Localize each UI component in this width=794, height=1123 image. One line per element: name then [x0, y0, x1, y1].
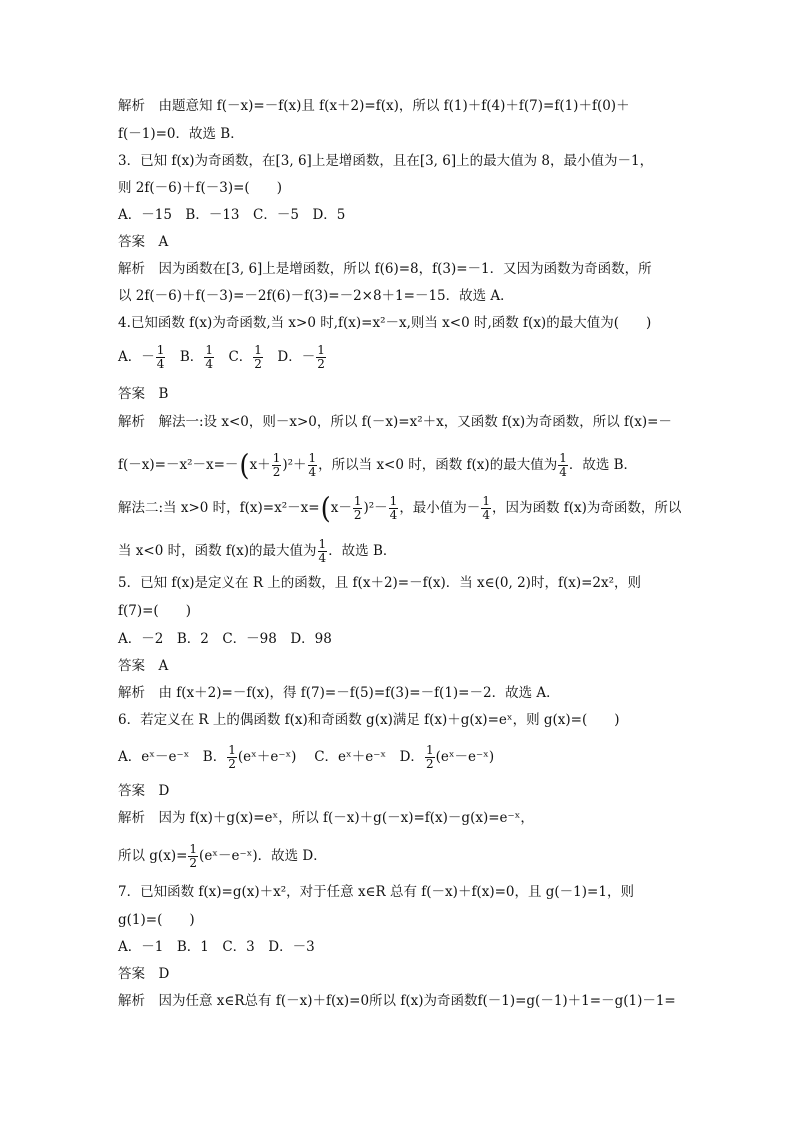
text-line: 解析 由题意知 f(－x)=－f(x)且 f(x＋2)=f(x)，所以 f(1)＋f(4)＋f(7)=f(1)＋f(0)＋: [118, 98, 630, 114]
fraction: $\frac{1}{4}$: [318, 537, 327, 565]
text-line: 所以 g(x)= $\frac{1}{2}$ (eˣ－e⁻ˣ)．故选 D．: [118, 842, 327, 870]
fraction: $\frac{1}{4}$: [156, 343, 165, 371]
answer-3: 答案 A: [118, 234, 169, 250]
answer-5: 答案 A: [118, 658, 169, 674]
answer-6: 答案 D: [118, 783, 170, 799]
fraction: $\frac{1}{4}$: [482, 494, 490, 522]
analysis-6: 解析 因为 f(x)＋g(x)=eˣ，所以 f(－x)＋g(－x)=f(x)－g(x)=e⁻ˣ，: [118, 810, 534, 826]
fraction: $\frac{1}{4}$: [559, 451, 567, 479]
fraction: $\frac{1}{2}$: [272, 451, 281, 479]
answer-7: 答案 D: [118, 966, 170, 982]
text-line: 以 2f(－6)＋f(－3)=－2f(6)－f(3)=－2×8＋1=－15．故选 A．: [118, 288, 514, 304]
question-7: 7．已知函数 f(x)=g(x)＋x²，对于任意 x∈R 总有 f(－x)＋f(x)=0，且 g(－1)=1，则: [118, 884, 634, 900]
text-line: f(－1)=0．故选 B．: [118, 126, 244, 142]
question-5: 5．已知 f(x)是定义在 R 上的函数，且 f(x＋2)=－f(x)．当 x∈(0, 2)时，f(x)=2x²，则: [118, 575, 642, 591]
options-6: A．eˣ－e⁻ˣ B． $\frac{1}{2}$ (eˣ＋e⁻ˣ) C．eˣ＋e⁻ˣ D． $\frac{1}{2}$ (eˣ－e⁻ˣ): [118, 743, 495, 771]
analysis-3: 解析 因为函数在[3, 6]上是增函数，所以 f(6)=8，f(3)=－1．又因为函数为奇函数，所: [118, 261, 652, 277]
options-3: A．－15 B．－13 C．－5 D．5: [118, 207, 346, 223]
text-line: 解法二:当 x>0 时，f(x)=x²－x=(x－ $\frac{1}{2}$ )²－ $\frac{1}{4}$ ，最小值为－ $\frac{1}{4}$ ，因为函数 f(x)为奇函数，所以: [118, 492, 682, 525]
answer-4: 答案 B: [118, 386, 169, 402]
fraction: $\frac{1}{4}$: [389, 494, 398, 522]
fraction: $\frac{1}{2}$: [189, 842, 198, 870]
fraction: $\frac{1}{2}$: [254, 343, 262, 371]
text-line: 则 2f(－6)＋f(－3)=( ): [118, 180, 282, 196]
text-line: f(－x)=－x²－x=－(x＋ $\frac{1}{2}$ )²＋ $\frac{1}{4}$ ，所以当 x<0 时，函数 f(x)的最大值为 $\frac{1}{4}$ ．故选 B．: [118, 449, 638, 482]
question-4: 4.已知函数 f(x)为奇函数,当 x>0 时,f(x)=x²－x,则当 x<0 时,函数 f(x)的最大值为( ): [118, 315, 652, 331]
options-5: A．－2 B．2 C．－98 D．98: [118, 631, 332, 647]
fraction: $\frac{1}{2}$: [425, 743, 434, 771]
text-line: 当 x<0 时，函数 f(x)的最大值为 $\frac{1}{4}$ ．故选 B．: [118, 537, 397, 565]
fraction: $\frac{1}{2}$: [317, 343, 325, 371]
fraction: $\frac{1}{4}$: [308, 451, 317, 479]
fraction: $\frac{1}{2}$: [228, 743, 236, 771]
question-6: 6．若定义在 R 上的偶函数 f(x)和奇函数 g(x)满足 f(x)＋g(x)=eˣ，则 g(x)=( ): [118, 712, 620, 728]
text-line: f(7)=( ): [118, 603, 191, 619]
analysis-7: 解析 因为任意 x∈R总有 f(－x)＋f(x)=0所以 f(x)为奇函数f(－1)=g(－1)＋1=－g(1)－1=: [118, 993, 676, 1009]
options-4: A．－ $\frac{1}{4}$ B． $\frac{1}{4}$ C． $\frac{1}{2}$ D．－ $\frac{1}{2}$: [118, 343, 325, 371]
text-line: g(1)=( ): [118, 912, 195, 928]
analysis-4: 解析 解法一:设 x<0，则－x>0，所以 f(－x)=x²＋x，又函数 f(x)为奇函数，所以 f(x)=－: [118, 414, 672, 430]
question-3: 3．已知 f(x)为奇函数，在[3, 6]上是增函数，且在[3, 6]上的最大值为 8，最小值为－1，: [118, 153, 654, 169]
fraction: $\frac{1}{4}$: [205, 343, 213, 371]
options-7: A．－1 B．1 C．3 D．－3: [118, 939, 315, 955]
fraction: $\frac{1}{2}$: [353, 494, 362, 522]
analysis-5: 解析 由 f(x＋2)=－f(x)，得 f(7)=－f(5)=f(3)=－f(1)=－2．故选 A．: [118, 685, 560, 701]
